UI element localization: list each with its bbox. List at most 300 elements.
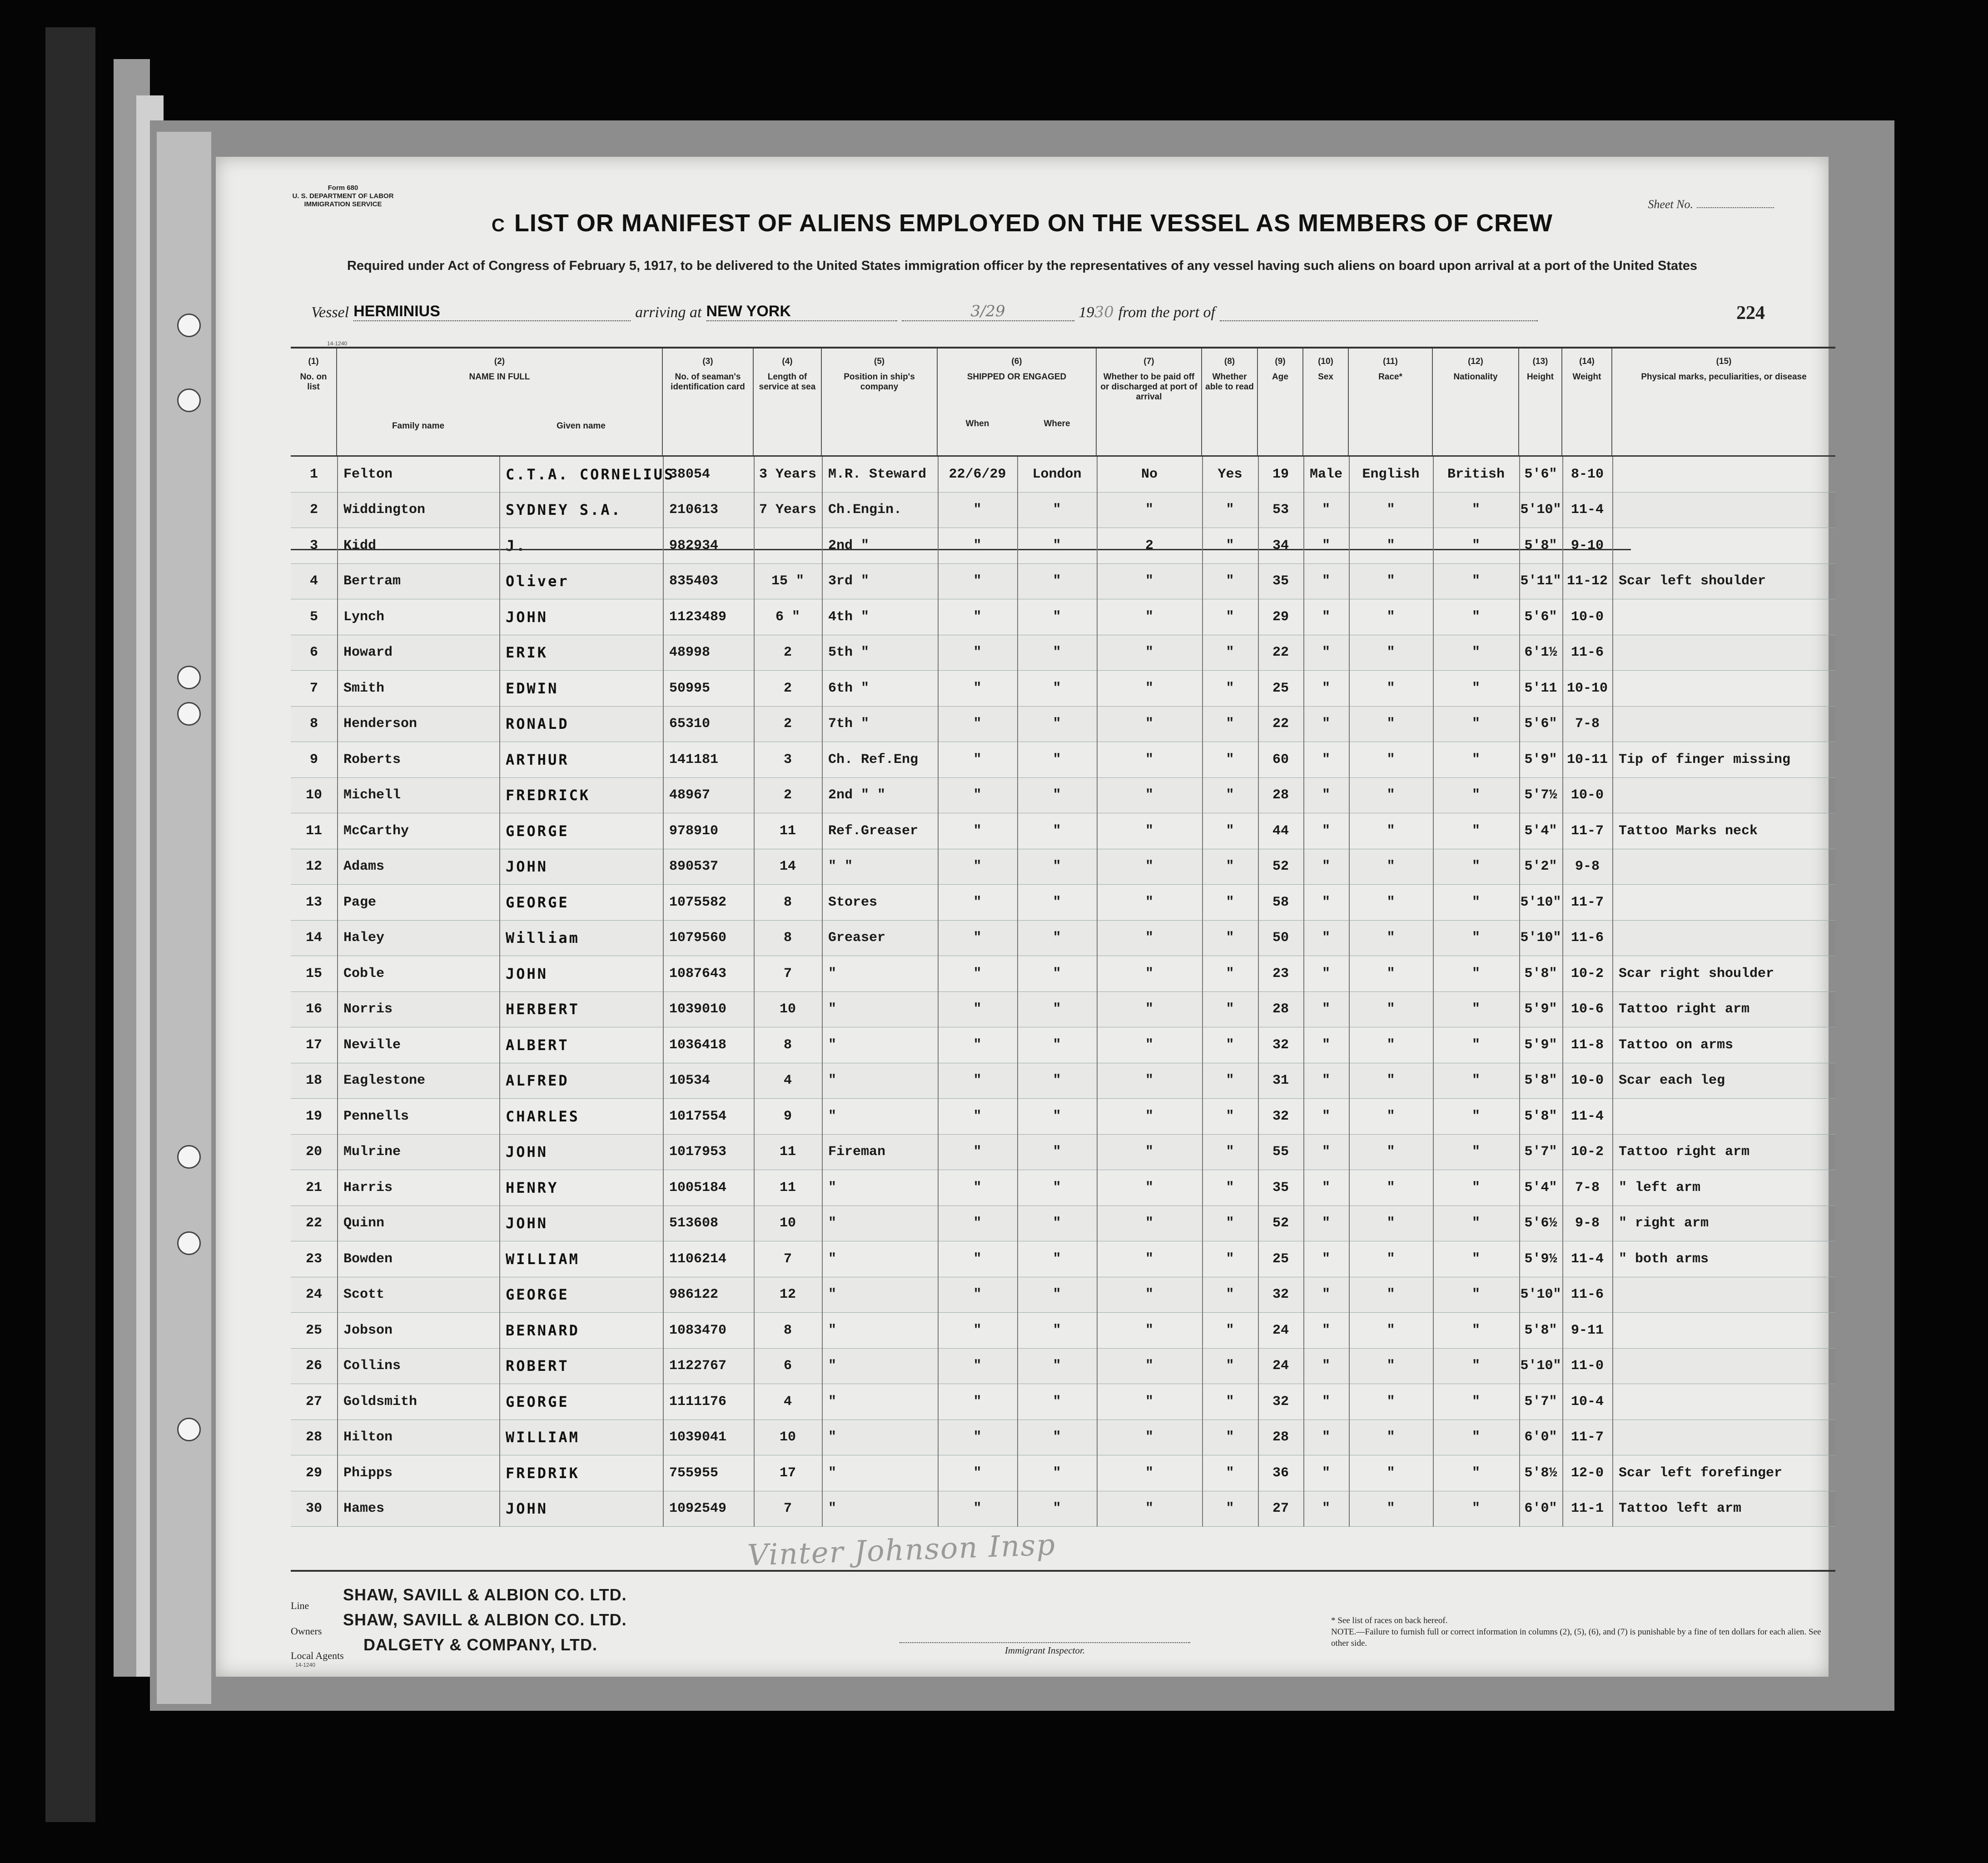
given-name: FREDRIK [506, 1464, 580, 1482]
shipped-where: " [1053, 1073, 1061, 1089]
column-rule [1017, 457, 1018, 1527]
col-header-given: Given name [557, 421, 606, 431]
weight: 10-2 [1571, 966, 1604, 981]
col-header-paid: (7) Whether to be paid off or discharged at port of arrival [1097, 349, 1202, 455]
nationality: " [1471, 966, 1480, 981]
arriving-port: NEW YORK [706, 303, 897, 321]
table-row [291, 707, 1835, 742]
col-header-family: Family name [392, 421, 445, 431]
service: IMMIGRATION SERVICE [304, 200, 382, 208]
family-name: Lynch [343, 609, 385, 625]
age: 25 [1272, 1251, 1289, 1267]
card-number: 513608 [669, 1215, 719, 1231]
physical-marks [1619, 1349, 1835, 1384]
able-to-read: " [1226, 1322, 1234, 1338]
sex: " [1322, 1358, 1330, 1374]
weight: 12-0 [1571, 1465, 1604, 1481]
crew-table [291, 340, 1835, 1527]
shipped-when: " [973, 966, 982, 981]
paid-off: " [1145, 573, 1153, 589]
position: 3rd " [828, 573, 870, 589]
nationality: " [1471, 894, 1480, 910]
punch-hole [177, 314, 201, 337]
table-row [291, 1206, 1835, 1242]
height: 5'9" [1524, 1037, 1557, 1053]
row-no: 21 [305, 1180, 322, 1196]
shipped-where: " [1053, 716, 1061, 732]
able-to-read: " [1226, 1144, 1234, 1160]
shipped-where: " [1053, 1394, 1061, 1410]
position: Ch.Engin. [828, 502, 902, 518]
sex: " [1322, 1465, 1330, 1481]
paid-off: " [1145, 787, 1153, 803]
weight: 11-7 [1571, 894, 1604, 910]
shipped-when: " [973, 1465, 982, 1481]
race: " [1387, 1180, 1395, 1196]
family-name: Coble [343, 966, 385, 981]
row-no: 18 [305, 1073, 322, 1089]
paid-off: " [1145, 823, 1153, 839]
row-no: 8 [309, 716, 318, 732]
height: 5'4" [1524, 1180, 1557, 1196]
nationality: " [1471, 1037, 1480, 1053]
col-header-read: (8) Whether able to read [1202, 349, 1258, 455]
able-to-read: " [1226, 787, 1234, 803]
shipped-where: " [1053, 787, 1061, 803]
card-number: 1106214 [669, 1251, 727, 1267]
shipped-where: " [1053, 1037, 1061, 1053]
given-name: EDWIN [506, 679, 559, 697]
shipped-where: " [1053, 1251, 1061, 1267]
age: 34 [1272, 538, 1289, 553]
weight: 10-0 [1571, 787, 1604, 803]
paid-off: " [1145, 1073, 1153, 1089]
from-port-field [1220, 320, 1538, 321]
row-no: 9 [309, 752, 318, 767]
row-no: 16 [305, 1001, 322, 1017]
year-prefix: 19 [1078, 304, 1094, 321]
height: 5'8" [1524, 1108, 1557, 1124]
binding-strip [157, 132, 211, 1704]
shipped-where: " [1053, 1180, 1061, 1196]
weight: 11-8 [1571, 1037, 1604, 1053]
service-length: 9 [783, 1108, 792, 1124]
paid-off: " [1145, 680, 1153, 696]
nationality: " [1471, 1215, 1480, 1231]
nationality: " [1471, 645, 1480, 661]
age: 50 [1272, 930, 1289, 946]
card-number: 141181 [669, 752, 719, 767]
binder-spine [45, 27, 95, 1822]
weight: 11-0 [1571, 1358, 1604, 1374]
physical-marks [1619, 671, 1835, 706]
race: " [1387, 1037, 1395, 1053]
nationality: " [1471, 1430, 1480, 1445]
weight: 11-4 [1571, 1108, 1604, 1124]
family-name: Michell [343, 787, 401, 803]
owners-stamp: SHAW, SAVILL & ALBION CO. LTD. [343, 1610, 627, 1629]
physical-marks: Tattoo left arm [1619, 1501, 1742, 1517]
sex: " [1322, 752, 1330, 767]
shipped-when: " [973, 573, 982, 589]
given-name: WILLIAM [506, 1250, 580, 1268]
weight: 10-4 [1571, 1394, 1604, 1410]
note-text: NOTE.—Failure to furnish full or correct information in columns (2), (5), (6), and (7) is punishable by a fine of ten dollars for each alien. See other side. [1331, 1627, 1821, 1648]
table-row [291, 1027, 1835, 1063]
paid-off: " [1145, 1430, 1153, 1445]
service-length: 11 [779, 1144, 796, 1160]
card-number: 1087643 [669, 966, 727, 981]
family-name: Bertram [343, 573, 401, 589]
table-row [291, 564, 1835, 600]
weight: 7-8 [1575, 716, 1600, 732]
card-number: 982934 [669, 538, 719, 553]
physical-marks [1619, 778, 1835, 813]
given-name: ARTHUR [506, 751, 569, 768]
sex: " [1322, 930, 1330, 946]
sex: " [1322, 1108, 1330, 1124]
weight: 11-12 [1566, 573, 1608, 589]
position: Ref.Greaser [828, 823, 919, 839]
age: 44 [1272, 823, 1289, 839]
title-text: LIST OR MANIFEST OF ALIENS EMPLOYED ON THE VESSEL AS MEMBERS OF CREW [514, 209, 1553, 237]
paid-off: " [1145, 1465, 1153, 1481]
service-length: 8 [783, 1037, 792, 1053]
agents-label: Local Agents [291, 1650, 344, 1661]
position: 2nd " " [828, 787, 886, 803]
shipped-when: " [973, 1430, 982, 1445]
age: 25 [1272, 680, 1289, 696]
paid-off: " [1145, 1322, 1153, 1338]
shipped-where: " [1053, 609, 1061, 625]
race: " [1387, 609, 1395, 625]
position: 6th " [828, 680, 870, 696]
table-body [291, 457, 1835, 1527]
punch-hole [177, 1418, 201, 1441]
race: " [1387, 1251, 1395, 1267]
physical-marks [1619, 707, 1835, 742]
shipped-where: " [1053, 1358, 1061, 1374]
height: 5'6½ [1524, 1215, 1557, 1231]
able-to-read: " [1226, 823, 1234, 839]
race: " [1387, 787, 1395, 803]
race: " [1387, 966, 1395, 981]
shipped-when: " [973, 1037, 982, 1053]
punch-hole [177, 702, 201, 726]
service-length: 2 [783, 716, 792, 732]
physical-marks: Scar left forefinger [1619, 1465, 1783, 1481]
weight: 11-6 [1571, 1287, 1604, 1303]
card-number: 1005184 [669, 1180, 727, 1196]
shipped-where: " [1053, 1430, 1061, 1445]
card-number: 50995 [669, 680, 711, 696]
given-name: SYDNEY S.A. [506, 501, 622, 519]
family-name: Bowden [343, 1251, 393, 1267]
weight: 10-6 [1571, 1001, 1604, 1017]
physical-marks [1619, 921, 1835, 956]
weight: 10-11 [1566, 752, 1608, 767]
age: 36 [1272, 1465, 1289, 1481]
age: 32 [1272, 1037, 1289, 1053]
able-to-read: " [1226, 1037, 1234, 1053]
service-length: 10 [779, 1430, 796, 1445]
age: 28 [1272, 1001, 1289, 1017]
race: " [1387, 573, 1395, 589]
height: 6'1½ [1524, 645, 1557, 661]
service-length: 12 [779, 1287, 796, 1303]
age: 35 [1272, 573, 1289, 589]
department: U. S. DEPARTMENT OF LABOR [292, 192, 394, 200]
race: " [1387, 1358, 1395, 1374]
family-name: Hilton [343, 1430, 393, 1445]
age: 28 [1272, 787, 1289, 803]
physical-marks: Scar left shoulder [1619, 573, 1766, 589]
shipped-when: " [973, 1180, 982, 1196]
physical-marks: Tattoo right arm [1619, 1001, 1750, 1017]
family-name: McCarthy [343, 823, 409, 839]
race: English [1362, 466, 1420, 482]
physical-marks: Tattoo on arms [1619, 1037, 1734, 1053]
service-length: 8 [783, 930, 792, 946]
service-length: 7 [783, 966, 792, 981]
race: " [1387, 1073, 1395, 1089]
sex: " [1322, 787, 1330, 803]
family-name: Mulrine [343, 1144, 401, 1160]
given-name: WILLIAM [506, 1429, 580, 1446]
sex: " [1322, 716, 1330, 732]
row-no: 25 [305, 1322, 322, 1338]
row-no: 22 [305, 1215, 322, 1231]
column-rule [337, 457, 338, 1527]
row-no: 12 [305, 859, 322, 875]
service-length: 2 [783, 645, 792, 661]
col-header-race: (11) Race* [1349, 349, 1433, 455]
table-row [291, 956, 1835, 992]
nationality: " [1471, 609, 1480, 625]
column-rule [754, 457, 755, 1527]
able-to-read: " [1226, 573, 1234, 589]
row-no: 17 [305, 1037, 322, 1053]
row-no: 10 [305, 787, 322, 803]
position: " [828, 1430, 837, 1445]
col-header-weight: (14) Weight [1562, 349, 1612, 455]
nationality: " [1471, 502, 1480, 518]
height: 5'11" [1520, 573, 1561, 589]
position: 4th " [828, 609, 870, 625]
form-number: Form 680 [328, 184, 358, 192]
service-length: 7 [783, 1251, 792, 1267]
punch-hole [177, 1231, 201, 1255]
given-name: ALBERT [506, 1036, 569, 1054]
sex: " [1322, 1073, 1330, 1089]
age: 52 [1272, 1215, 1289, 1231]
physical-marks [1619, 849, 1835, 885]
weight: 11-1 [1571, 1501, 1604, 1517]
race: " [1387, 680, 1395, 696]
family-name: Phipps [343, 1465, 393, 1481]
line-stamp: SHAW, SAVILL & ALBION CO. LTD. [343, 1585, 627, 1604]
age: 32 [1272, 1287, 1289, 1303]
shipped-where: " [1053, 1501, 1061, 1517]
position: " [828, 1251, 837, 1267]
position: " [828, 1465, 837, 1481]
paid-off: " [1145, 894, 1153, 910]
weight: 11-6 [1571, 930, 1604, 946]
able-to-read: " [1226, 538, 1234, 553]
weight: 11-4 [1571, 1251, 1604, 1267]
position: Greaser [828, 930, 886, 946]
height: 5'10" [1520, 502, 1561, 518]
shipped-when: " [973, 930, 982, 946]
nationality: " [1471, 859, 1480, 875]
col-header-where: Where [1044, 419, 1070, 428]
sex: " [1322, 1251, 1330, 1267]
from-port-label: from the port of [1118, 304, 1215, 321]
paid-off: " [1145, 1108, 1153, 1124]
paid-off: " [1145, 1501, 1153, 1517]
shipped-when: " [973, 1394, 982, 1410]
table-row [291, 493, 1835, 528]
age: 19 [1272, 466, 1289, 482]
given-name: JOHN [506, 1143, 548, 1161]
nationality: " [1471, 1287, 1480, 1303]
family-name: Norris [343, 1001, 393, 1017]
height: 5'8½ [1524, 1465, 1557, 1481]
race: " [1387, 1465, 1395, 1481]
footer [291, 1570, 1835, 1672]
service-length: 8 [783, 1322, 792, 1338]
height: 5'6" [1524, 609, 1557, 625]
nationality: " [1471, 823, 1480, 839]
able-to-read: " [1226, 645, 1234, 661]
position: " [828, 1108, 837, 1124]
able-to-read: " [1226, 1215, 1234, 1231]
table-row [291, 1063, 1835, 1099]
paid-off: " [1145, 502, 1153, 518]
col-header-height: (13) Height [1519, 349, 1562, 455]
sex: " [1322, 966, 1330, 981]
physical-marks [1619, 1277, 1835, 1313]
physical-marks [1619, 635, 1835, 671]
table-row [291, 921, 1835, 956]
shipped-where: " [1053, 966, 1061, 981]
shipped-when: " [973, 1108, 982, 1124]
nationality: " [1471, 752, 1480, 767]
nationality: " [1471, 1501, 1480, 1517]
shipped-when: " [973, 502, 982, 518]
row-no: 3 [309, 538, 318, 553]
position: 7th " [828, 716, 870, 732]
row-no: 7 [309, 680, 318, 696]
form-code: 14-1240 [327, 340, 348, 347]
position: " [828, 1180, 837, 1196]
age: 31 [1272, 1073, 1289, 1089]
able-to-read: " [1226, 1430, 1234, 1445]
card-number: 48967 [669, 787, 711, 803]
sex: Male [1309, 466, 1342, 482]
shipped-where: " [1053, 1215, 1061, 1231]
given-name: CHARLES [506, 1107, 580, 1125]
table-row [291, 1313, 1835, 1349]
height: 5'8" [1524, 1073, 1557, 1089]
sex: " [1322, 1037, 1330, 1053]
paid-off: " [1145, 1144, 1153, 1160]
sex: " [1322, 538, 1330, 553]
shipped-where: " [1053, 1322, 1061, 1338]
service-length: 10 [779, 1215, 796, 1231]
col-header-when: When [965, 419, 989, 428]
age: 24 [1272, 1322, 1289, 1338]
able-to-read: " [1226, 1501, 1234, 1517]
table-row [291, 813, 1835, 849]
physical-marks [1619, 457, 1835, 492]
able-to-read: " [1226, 1358, 1234, 1374]
nationality: " [1471, 787, 1480, 803]
paid-off: " [1145, 930, 1153, 946]
service-length: 11 [779, 823, 796, 839]
table-row [291, 849, 1835, 885]
card-number: 1079560 [669, 930, 727, 946]
age: 27 [1272, 1501, 1289, 1517]
given-name: ALFRED [506, 1072, 569, 1090]
nationality: " [1471, 538, 1480, 553]
given-name: JOHN [506, 1215, 548, 1232]
able-to-read: " [1226, 680, 1234, 696]
card-number: 755955 [669, 1465, 719, 1481]
paid-off: " [1145, 966, 1153, 981]
card-number: 835403 [669, 573, 719, 589]
position: " [828, 1215, 837, 1231]
race: " [1387, 1394, 1395, 1410]
physical-marks [1619, 1099, 1835, 1134]
position: " [828, 1037, 837, 1053]
nationality: " [1471, 1144, 1480, 1160]
card-number: 1039041 [669, 1430, 727, 1445]
sex: " [1322, 680, 1330, 696]
height: 5'11 [1524, 680, 1557, 696]
height: 6'0" [1524, 1501, 1557, 1517]
page-number: 224 [1736, 303, 1765, 324]
race: " [1387, 823, 1395, 839]
shipped-where: " [1053, 645, 1061, 661]
height: 5'7" [1524, 1144, 1557, 1160]
age: 35 [1272, 1180, 1289, 1196]
physical-marks: Tattoo right arm [1619, 1144, 1750, 1160]
race: " [1387, 1430, 1395, 1445]
card-number: 1017953 [669, 1144, 727, 1160]
row-no: 19 [305, 1108, 322, 1124]
table-row [291, 635, 1835, 671]
race: " [1387, 538, 1395, 553]
card-number: 1083470 [669, 1322, 727, 1338]
card-number: 1017554 [669, 1108, 727, 1124]
column-rule [822, 457, 823, 1527]
table-row [291, 1491, 1835, 1527]
sex: " [1322, 1394, 1330, 1410]
able-to-read: " [1226, 894, 1234, 910]
row-no: 1 [309, 466, 318, 482]
service-length: 3 [783, 752, 792, 767]
shipped-where: " [1053, 573, 1061, 589]
table-row [291, 1277, 1835, 1313]
given-name: RONALD [506, 715, 569, 733]
nationality: " [1471, 1180, 1480, 1196]
table-row [291, 1455, 1835, 1491]
weight: 10-2 [1571, 1144, 1604, 1160]
service-length: 7 Years [759, 502, 817, 518]
row-no: 26 [305, 1358, 322, 1374]
table-row [291, 1420, 1835, 1456]
